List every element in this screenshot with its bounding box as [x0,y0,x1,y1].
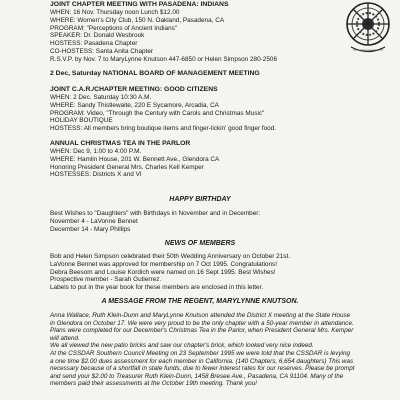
regent-message-block [50,312,355,388]
regent-line: in Glendora on October 17. We were very proud to be the only chapter with a 50-year member in attendance. [50,319,354,327]
meeting-pasadena-block [50,1,350,64]
meeting-title: JOINT CHAPTER MEETING WITH PASADENA: INDIANS [50,1,229,8]
regent-line: At the CSSDAR Southern Council Meeting on 23 September 1995 we were told that the CSSDAR is levying [50,349,350,357]
regent-line: Anna Wallace, Ruth Klein-Dunn and MaryLynne Knutson attended the District X meeting at the State House [50,312,351,319]
news-line: Prospective member - Sarah Gutierrez. [50,276,162,284]
meeting-where: WHERE: Women's City Club, 150 N. Oakland, Pasadena, CA [50,16,225,24]
birthday-intro: Best Wishes to "Daughters" with Birthdays in November and in December: [50,210,261,217]
regent-line: necessary because of a shortfall in state funds, due to fewer interest rates for our reserves. Please be prompt [50,365,355,373]
regent-line: a one time $2.00 dues assessment for each member in California. (140 Chapters, 6,654 daughters) This was [50,357,354,365]
birthday-entry: December 14 - Mary Phillips [50,225,131,233]
dar-seal-emblem [343,0,393,56]
regent-line: members paid their assessments at the October 19th meeting. Thank you! [50,380,257,388]
birthday-entry: November 4 - LaVonne Bennet [50,217,138,225]
news-block [50,253,350,292]
good-citizens-program: PROGRAM: Video, "Through the Century with Carols and Christmas Music" [50,109,265,117]
good-citizens-when: WHEN: 2 Dec. Saturday 10:30 A.M. [50,94,152,101]
news-line: Labels to put in the year book for these members are enclosed in this letter. [50,284,264,292]
regent-line: and send your $2.00 to Treasurer Ruth Klein-Dunn, 1458 Bresee Ave., Pasadena, CA 91104. Many of the [50,372,344,380]
national-board-block [50,70,350,78]
christmas-tea-block [50,140,350,179]
christmas-tea-hostesses: HOSTESSES: Districts X and VI [50,171,142,179]
news-line: LaVonne Bennet was approved for membership on 7 Oct 1995. Congratulations! [50,260,278,268]
meeting-hostess: HOSTESS: Pasadena Chapter [50,40,138,48]
meeting-when: WHEN: 16 Nov. Thursday noon Lunch $12.00 [50,9,180,16]
meeting-rsvp: R.S.V.P. by Nov. 7 to MaryLynne Knutson 447-6850 or Helen Simpson 280-2506 [50,55,278,63]
christmas-tea-where: WHERE: Hamlin House, 201 W. Bennett Ave., Glendora CA [50,155,220,163]
good-citizens-title: JOINT C.A.R./CHAPTER MEETING: GOOD CITIZENS [50,86,218,93]
good-citizens-where: WHERE: Sandy Thistlewaite, 220 E Sycamore, Arcadia, CA [50,101,219,109]
news-line: Bob and Helen Simpson celebrated their 50th Wedding Anniversary on October 21st. [50,253,291,260]
meeting-cohostess: CO-HOSTESS: Santa Anita Chapter [50,47,154,55]
christmas-tea-title: ANNUAL CHRISTMAS TEA IN THE PARLOR [50,140,191,147]
regent-heading: A MESSAGE FROM THE REGENT, MARYLYNNE KNUTSON. [101,298,299,305]
news-line: Debra Beesom and Louise Kordich were named on 16 Sept 1995. Best Wishes! [50,268,276,276]
christmas-tea-honoring: Honoring President General Mrs. Charles Kell Kemper [50,163,204,171]
regent-line: Plans were completed for our December's Christmas Tea in the Parlor, when President General Mrs. Kemper [50,327,354,335]
national-board-title: 2 Dec, Saturday NATIONAL BOARD OF MANAGEMENT MEETING [50,70,260,77]
christmas-tea-when: WHEN: Dec 9, 1:00 to 4:00 P.M. [50,148,142,155]
birthday-block [50,210,350,233]
holiday-boutique: HOLIDAY BOUTIQUE [50,117,113,125]
good-citizens-block [50,86,350,133]
meeting-program: PROGRAM: "Perceptions of Ancient Indians" [50,24,178,32]
news-heading: NEWS OF MEMBERS [164,240,236,247]
good-citizens-hostess: HOSTESS: All members bring boutique items and finger-lickin' good finger food. [50,125,277,133]
regent-line: will attend. [50,334,80,342]
meeting-speaker: SPEAKER: Dr. Donald Wesbrook [50,32,145,40]
regent-line: We all viewed the new patio bricks and saw our chapter's brick, which looked very nice indeed. [50,342,314,350]
birthday-heading: HAPPY BIRTHDAY [169,196,231,203]
